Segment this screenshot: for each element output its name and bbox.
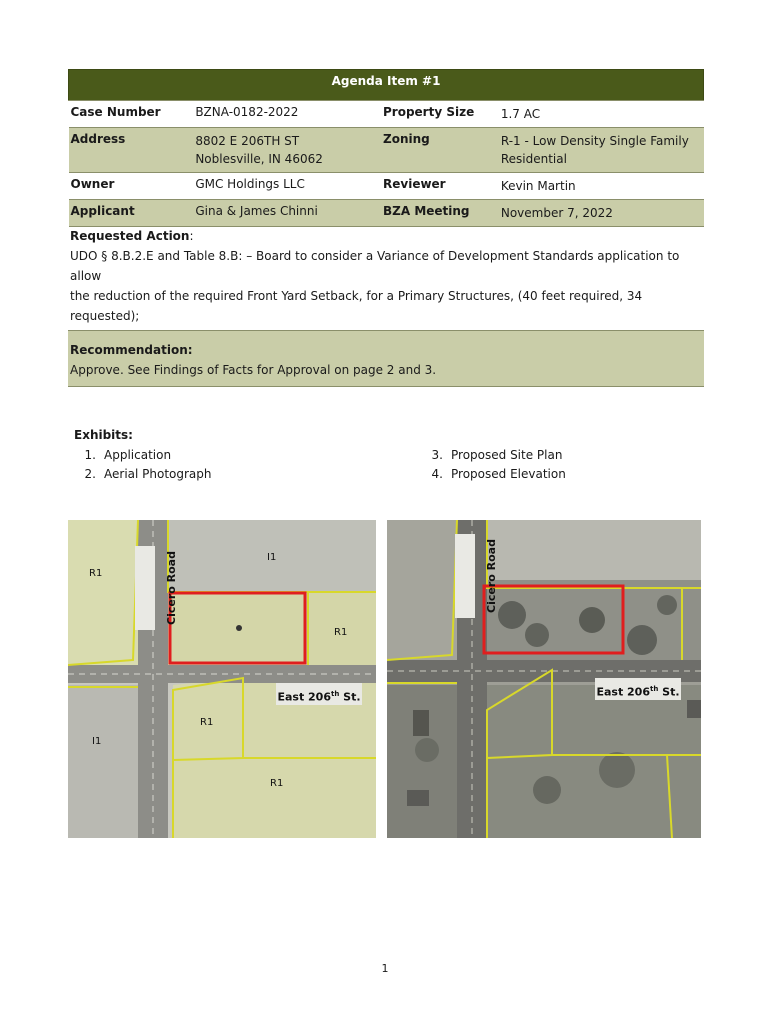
aerial-photograph	[387, 520, 701, 838]
recommendation-box	[68, 330, 704, 387]
case-number-label: Case Number	[69, 101, 194, 128]
case-number-value: BZNA-0182-2022	[193, 101, 381, 128]
applicant-label: Applicant	[69, 200, 194, 227]
recommendation-heading: Recommendation:	[70, 343, 193, 357]
address-line1: 8802 E 206TH ST	[195, 134, 300, 148]
zone-label: R1	[334, 627, 348, 638]
cicero-road-label: Cicero Road	[135, 546, 155, 630]
requested-action-line1: UDO § 8.B.2.E and Table 8.B: – Board to consider a Variance of Development Standards application to allow	[70, 249, 680, 283]
reviewer-label: Reviewer	[381, 173, 499, 200]
zoning-label: Zoning	[381, 128, 499, 173]
page-number: 1	[381, 962, 389, 975]
bza-meeting-value: November 7, 2022	[499, 200, 704, 227]
zone-label: R1	[200, 717, 214, 728]
recommendation-text: Approve. See Findings of Facts for Approval on page 2 and 3.	[70, 363, 437, 377]
property-size-label: Property Size	[381, 101, 499, 128]
exhibit-item: 4. Proposed Elevation	[431, 467, 566, 481]
owner-value: GMC Holdings LLC	[193, 173, 381, 200]
east-206th-label: East 206th St.	[595, 678, 681, 700]
zoning-map	[68, 520, 376, 838]
zoning-map-graphic	[68, 520, 376, 838]
exhibit-item: 1. Application	[84, 448, 172, 462]
zone-label: I1	[267, 552, 277, 563]
cicero-road-label: Cicero Road	[455, 534, 475, 618]
requested-action-heading: Requested Action	[70, 229, 190, 243]
address-value	[193, 128, 381, 173]
exhibit-item: 2. Aerial Photograph	[84, 467, 212, 481]
case-info-table	[68, 69, 704, 227]
requested-action: Requested Action: UDO § 8.B.2.E and Table 8.B: – Board to consider a Variance of Development Standards application to allow the reduction of the required Front Yard Setback, for a Primary Structures, (40 feet required, 34 requested);	[70, 226, 706, 346]
reviewer-value: Kevin Martin	[499, 173, 704, 200]
exhibits	[74, 428, 694, 442]
owner-label: Owner	[69, 173, 194, 200]
exhibits-heading: Exhibits:	[74, 428, 133, 442]
applicant-value: Gina & James Chinni	[193, 200, 381, 227]
requested-action-line2: the reduction of the required Front Yard Setback, for a Primary Structures, (40 feet required, 34 requested);	[70, 289, 643, 323]
zone-label: R1	[89, 568, 103, 579]
zone-label: R1	[270, 778, 284, 789]
zoning-line2: Residential	[500, 152, 567, 166]
bza-meeting-label: BZA Meeting	[381, 200, 499, 227]
zoning-value	[499, 128, 704, 173]
agenda-title: Agenda Item #1	[69, 70, 704, 101]
exhibit-list-left	[74, 446, 212, 484]
address-label: Address	[69, 128, 194, 173]
exhibit-list-right	[421, 446, 566, 484]
property-size-value: 1.7 AC	[499, 101, 704, 128]
exhibit-item: 3. Proposed Site Plan	[431, 448, 563, 462]
address-line2: Noblesville, IN 46062	[195, 152, 323, 166]
zoning-line1: R-1 - Low Density Single Family	[500, 134, 689, 148]
zone-label: I1	[92, 736, 102, 747]
east-206th-label: East 206th St.	[276, 683, 362, 705]
